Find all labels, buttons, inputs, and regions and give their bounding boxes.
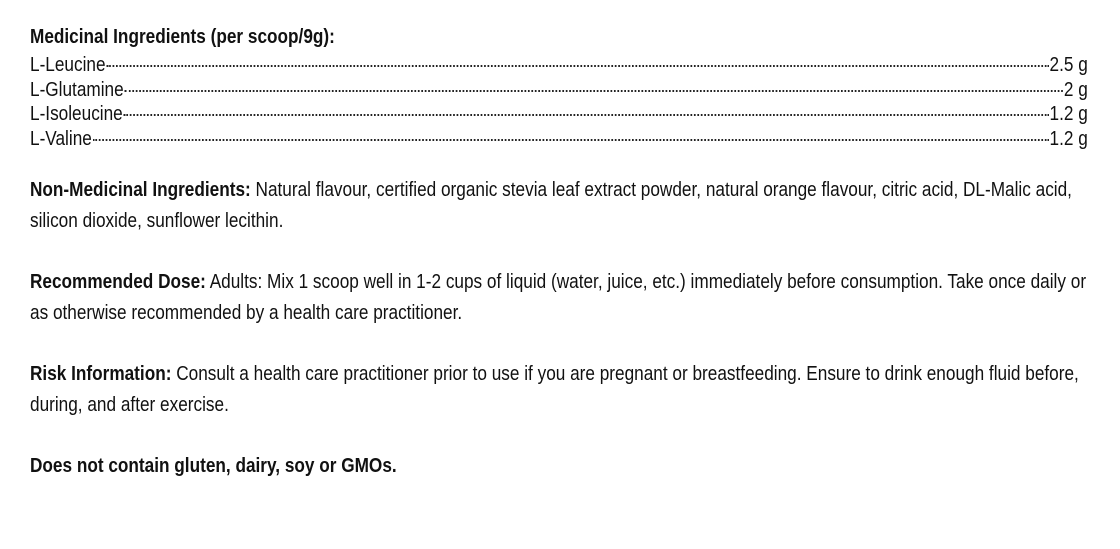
- ingredient-name: L-Isoleucine: [30, 103, 123, 125]
- label-panel: [30, 24, 1088, 482]
- label-content: [30, 24, 1088, 482]
- dot-leader: [93, 139, 1049, 141]
- ingredient-name: L-Leucine: [30, 54, 106, 76]
- risk-information-label: Risk Information:: [30, 363, 172, 385]
- non-medicinal-ingredients-label: Non-Medicinal Ingredients:: [30, 179, 251, 201]
- ingredient-amount: 1.2 g: [1049, 103, 1088, 125]
- ingredient-amount: 2.5 g: [1049, 54, 1088, 76]
- ingredient-amount: 2 g: [1063, 78, 1088, 101]
- dot-leader: [125, 90, 1063, 92]
- ingredient-row-l-isoleucine: [30, 102, 1088, 127]
- ingredient-row-l-leucine: [30, 53, 1088, 78]
- ingredient-row-l-glutamine: [30, 78, 1088, 103]
- non-medicinal-ingredients-text: Natural flavour, certified organic stevia leaf extract powder, natural orange flavour, citric acid, DL-Malic acid, silicon dioxide, sunflower lecithin.: [30, 179, 1072, 232]
- ingredient-row-l-valine: [30, 127, 1088, 152]
- ingredient-name: L-Valine: [30, 127, 92, 150]
- medicinal-ingredients-heading: Medicinal Ingredients (per scoop/9g):: [30, 26, 335, 48]
- recommended-dose-text: Adults: Mix 1 scoop well in 1-2 cups of liquid (water, juice, etc.) immediately before consumption. Take once daily or as otherwise recommended by a health care practitioner.: [30, 271, 1087, 324]
- recommended-dose-label: Recommended Dose:: [30, 271, 206, 293]
- dot-leader: [124, 114, 1049, 116]
- risk-information-text: Consult a health care practitioner prior to use if you are pregnant or breastfeeding. Ensure to drink enough fluid before, during, and after exercise.: [30, 363, 1079, 416]
- recommended-dose-paragraph: [30, 267, 1088, 329]
- medicinal-ingredients-list: [30, 53, 1088, 151]
- non-medicinal-ingredients-paragraph: [30, 175, 1088, 237]
- risk-information-paragraph: [30, 359, 1088, 421]
- ingredient-amount: 1.2 g: [1049, 127, 1088, 150]
- ingredient-name: L-Glutamine: [30, 78, 124, 101]
- allergen-free-statement: Does not contain gluten, dairy, soy or GMOs.: [30, 455, 397, 477]
- dot-leader: [106, 65, 1048, 67]
